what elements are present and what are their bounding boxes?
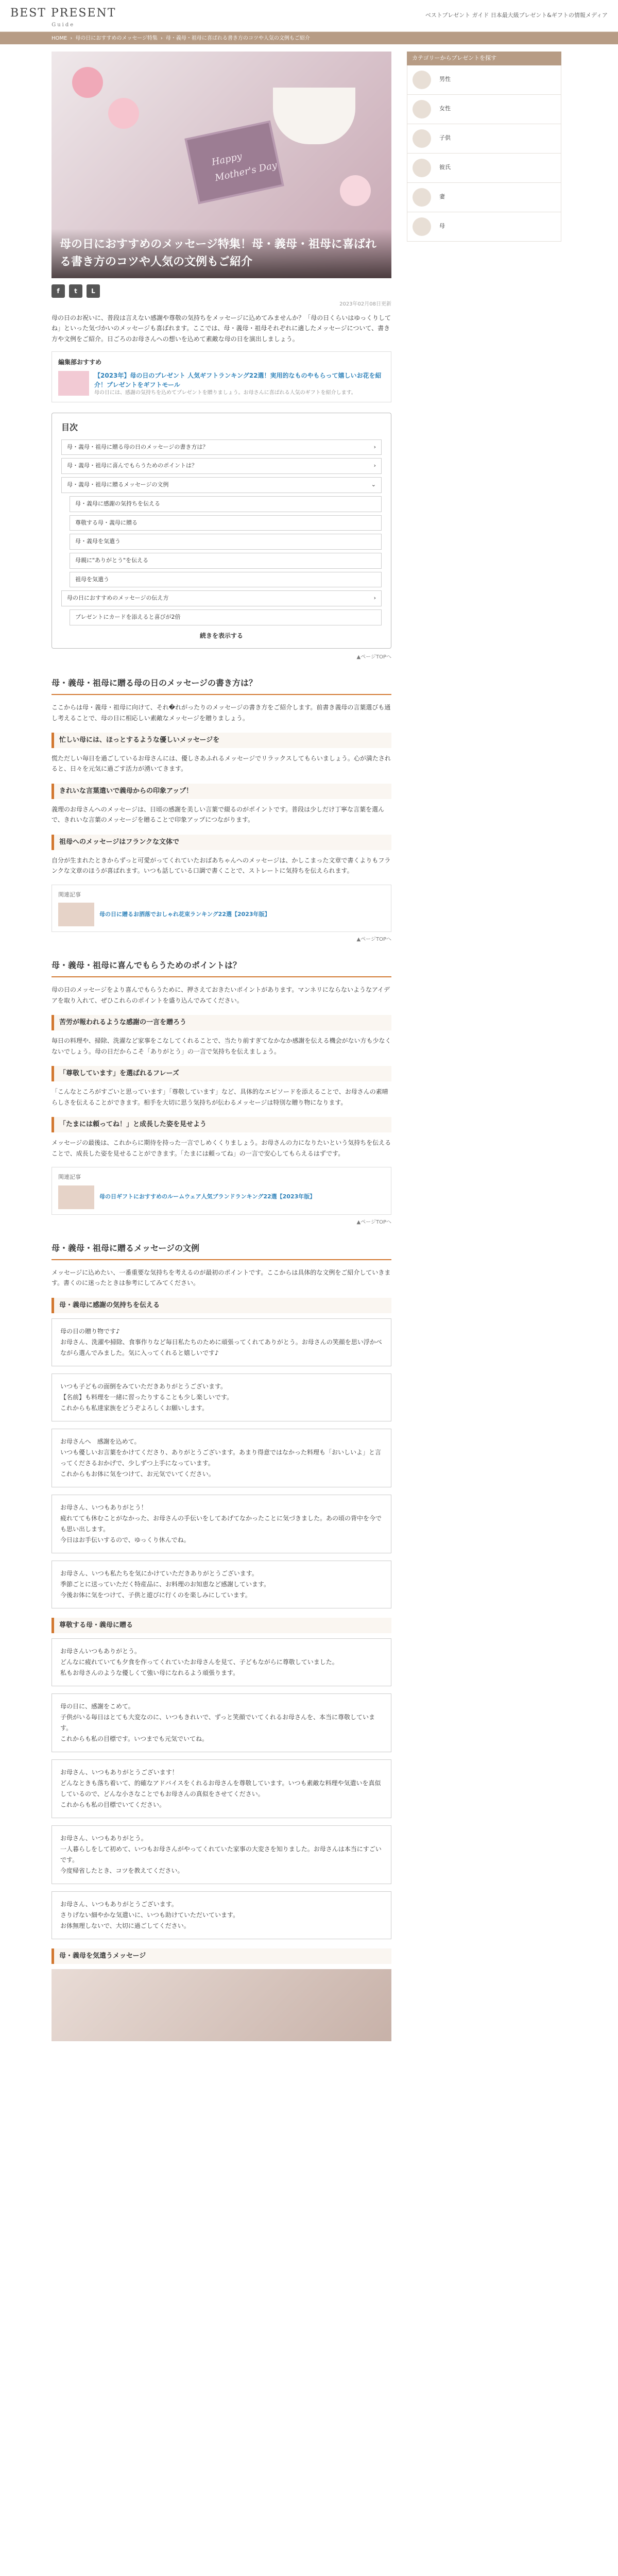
related-article	[52, 1167, 391, 1215]
message-line: 母の日に、感謝をこめて。	[60, 1702, 134, 1710]
section-heading: 母・義母・祖母に贈る母の日のメッセージの書き方は？	[52, 673, 391, 695]
related-article	[52, 885, 391, 933]
sidebar-item-label: 子供	[439, 134, 451, 142]
message-line: お母さん、いつもありがとうございます！	[60, 1768, 178, 1776]
toc-more-button[interactable]: 続きを表示する	[199, 632, 243, 639]
sidebar-item-label: 妻	[439, 193, 445, 200]
breadcrumb-current: 母・義母・祖母に喜ばれる書き方のコツや人気の文例もご紹介	[165, 35, 310, 41]
toc-subitem[interactable]	[70, 515, 382, 531]
facebook-icon[interactable]: f	[52, 284, 65, 298]
message-example	[52, 1495, 391, 1553]
related-label: 関連記事	[58, 891, 81, 898]
subsection-heading: 母・義母を気遣うメッセージ	[52, 1948, 391, 1964]
sidebar-item-wife[interactable]	[407, 183, 561, 212]
message-line: 今後お体に気をつけて、子供と遊びに行くのを楽しみにしています。	[60, 1591, 251, 1599]
subsection-heading: 「尊敬しています」を選ばれるフレーズ	[52, 1066, 391, 1081]
section-lead: ここからは母・義母・祖母に向けて、それ�れがったりのメッセージの書き方をご紹介します。前書き義母の言葉選びも通し考えることで、母の日に相応しい素敵なメッセージを贈りましょう。	[52, 704, 391, 722]
message-list	[52, 1318, 391, 1608]
paragraph: メッセージの最後は、これからに期待を持った一言でしめくくりましょう。お母さんの力になりたいという気持ちを伝えることで、成長した姿を見せることができます。「たまには頼ってね」の一言で安心してもらえるはずです。	[52, 1139, 391, 1157]
message-line: さりげない細やかな気遣いに、いつも助けていただいています。	[60, 1911, 239, 1919]
message-line: いつも優しいお言葉をかけてくださり、ありがとうございます。あまり得意ではなかった料理も「おいしいよ」と言ってくださるおかげで、少しずつ上手になっています。	[60, 1448, 382, 1467]
site-tagline: ベストプレゼント ガイド 日本最大級プレゼント&ギフトの情報メディア	[425, 12, 608, 19]
toc-subitem[interactable]	[70, 572, 382, 588]
message-example	[52, 1429, 391, 1487]
card-text: Happy Mother's Day	[210, 150, 278, 183]
toc-item[interactable]	[61, 477, 382, 493]
message-line: これからもお体に気をつけて、お元気でいてください。	[60, 1470, 215, 1478]
chevron-down-icon: ⌄	[371, 481, 376, 488]
toc-item[interactable]	[61, 590, 382, 606]
message-line: これからも私達家族をどうぞよろしくお願いします。	[60, 1404, 209, 1412]
chevron-right-icon: ›	[373, 595, 376, 602]
subsection-heading: 尊敬する母・義母に贈る	[52, 1618, 391, 1633]
recommend-title[interactable]: 【2023年】母の日のプレゼント 人気ギフトランキング22選！実用的なものやもらって嬉しいお花を紹介！プレゼントをギフトモール	[94, 371, 382, 388]
main-content	[52, 52, 391, 2041]
toc-item-label: 母・義母に感謝の気持ちを伝える	[75, 500, 160, 507]
paragraph: 毎日の料理や、掃除、洗濯など家事をこなしてくれることで、当たり前すぎてなかなか感謝を伝える機会がない方も少なくないでしょう。母の日だからこそ「ありがとう」の一言で気持ちを伝えましょう。	[52, 1037, 391, 1055]
section-heading: 母・義母・祖母に喜んでもらうためのポイントは？	[52, 955, 391, 977]
message-example	[52, 1825, 391, 1884]
toc-subitem[interactable]	[70, 609, 382, 625]
toc-item[interactable]	[61, 458, 382, 474]
sidebar-item-men[interactable]	[407, 65, 561, 95]
toc-title: 目次	[61, 422, 78, 432]
logo-main: BEST PRESENT	[10, 6, 116, 20]
message-line: お母さんいつもありがとう。	[60, 1647, 141, 1655]
section-lead: 母の日のメッセージをより喜んでもらうために、押さえておきたいポイントがあります。マンネリにならないようなアイデアを取り入れて、ぜひこれらのポイントを盛り込んでみてください。	[52, 986, 390, 1004]
breadcrumb-home[interactable]: HOME	[52, 35, 67, 41]
message-list	[52, 1638, 391, 1939]
sidebar-item-label: 母	[439, 223, 445, 230]
breadcrumb	[0, 32, 618, 44]
toc-item-label: 母・義母・祖母に喜んでもらうためのポイントは？	[67, 462, 197, 469]
toc-item-label: 母・義母・祖母に贈る母の日のメッセージの書き方は？	[67, 443, 209, 450]
message-line: 【名前】も料理を一緒に習ったりすることも少し楽しいです。	[60, 1393, 233, 1401]
message-example	[52, 1561, 391, 1608]
message-line: お母さん、いつも私たちを気にかけていただきありがとうございます。	[60, 1569, 258, 1577]
social-share	[52, 284, 391, 298]
message-example	[52, 1374, 391, 1421]
sidebar-item-label: 男性	[439, 76, 451, 83]
page-top-link[interactable]: ▲ページTOPへ	[356, 1219, 391, 1225]
message-line: お体無理しないで、大切に過ごしてください。	[60, 1922, 190, 1929]
sidebar	[407, 52, 561, 2041]
sidebar-item-label: 女性	[439, 105, 451, 112]
paragraph: 慌ただしい毎日を過ごしているお母さんには、優しさあふれるメッセージでリラックスしてもらいましょう。心が満たされると、日々を元気に過ごす活力が湧いてきます。	[52, 755, 391, 773]
related-thumbnail[interactable]	[58, 1185, 94, 1209]
message-example	[52, 1891, 391, 1939]
toc-subitem[interactable]	[70, 534, 382, 550]
category-thumbnail	[413, 129, 431, 148]
hero-title-overlay	[52, 229, 391, 278]
recommend-thumbnail	[58, 371, 89, 396]
line-icon[interactable]: L	[87, 284, 100, 298]
category-thumbnail	[413, 188, 431, 207]
editor-recommend	[52, 351, 391, 402]
chevron-right-icon: ›	[373, 462, 376, 469]
site-logo[interactable]	[10, 4, 116, 28]
message-line: お母さん、いつもありがとうございます。	[60, 1900, 178, 1908]
mothers-day-card	[184, 121, 284, 205]
toc-item-label: プレゼントにカードを添えると喜びが2倍	[75, 613, 181, 620]
chevron-right-icon: ›	[373, 443, 376, 450]
recommend-label: 編集部おすすめ	[58, 359, 102, 366]
page-top-link[interactable]: ▲ページTOPへ	[356, 937, 391, 943]
message-line: 子供がいる毎日はとても大変なのに、いつもきれいで、ずっと笑顔でいてくれるお母さんを、本当に尊敬しています。	[60, 1713, 375, 1732]
message-line: お母さん、いつもありがとう！	[60, 1503, 147, 1511]
subsection-heading: 忙しい母には、ほっとするような優しいメッセージを	[52, 733, 391, 748]
message-example	[52, 1318, 391, 1366]
sidebar-item-women[interactable]	[407, 95, 561, 124]
message-example	[52, 1638, 391, 1686]
related-link[interactable]: 母の日に贈るお洒落でおしゃれ花束ランキング22選【2023年版】	[99, 910, 270, 918]
message-line: 私もお母さんのような優しくて強い母になれるよう頑張ります。	[60, 1669, 239, 1676]
subsection-heading: 母・義母に感謝の気持ちを伝える	[52, 1298, 391, 1313]
toc-item-label: 尊敬する母・義母に贈る	[75, 519, 138, 526]
category-thumbnail	[413, 100, 431, 118]
related-label: 関連記事	[58, 1173, 81, 1180]
paragraph: 「こんなところがすごいと思っています」「尊敬しています」など、具体的なエピソードを添えることで、お母さんの素晴らしさを伝えることができます。相手を大切に思う気持ちが伝わるメッセージは特別な贈り物になります。	[52, 1088, 388, 1106]
sidebar-item-boyfriend[interactable]	[407, 154, 561, 183]
message-example	[52, 1759, 391, 1818]
twitter-icon[interactable]: t	[69, 284, 82, 298]
toc-item[interactable]	[61, 439, 382, 455]
flower-shape	[72, 67, 103, 98]
section-photo	[52, 1969, 391, 2041]
intro-text: 母の日のお祝いに、普段は言えない感謝や尊敬の気持ちをメッセージに込めてみませんか？「母の日くらいはゆっくりしてね」といった気づかいのメッセージも喜ばれます。ここでは、母・義母・祖母それぞれに適したメッセージについて、書き方や文例をご紹介。日ごろのお母さんへの想いを込めて素敵な母の日を演出しましょう。	[52, 314, 391, 343]
toc-item-label: 母の日におすすめのメッセージの伝え方	[67, 595, 169, 602]
breadcrumb-sep: ›	[70, 35, 73, 41]
category-thumbnail	[413, 159, 431, 177]
message-line: どんなときも落ち着いて、的確なアドバイスをくれるお母さんを尊敬しています。いつも素敵な料理や気遣いを真似しているので、どんな小さなことでもお母さんの真似をさせてください。	[60, 1779, 381, 1798]
sidebar-title: カテゴリーからプレゼントを探す	[407, 52, 561, 65]
table-of-contents	[52, 413, 391, 649]
toc-item-label: 母親に"ありがとう"を伝える	[75, 556, 149, 564]
message-line: お母さんへ 感謝を込めて。	[60, 1437, 141, 1445]
message-line: 今度帰省したとき、コツを教えてください。	[60, 1867, 184, 1874]
message-line: お母さん、洗濯や掃除、食事作りなど毎日私たちのために頑張ってくれてありがとう。お母さんの笑顔を思い浮かべながら選んでみました。気に入ってくれると嬉しいです♪	[60, 1338, 382, 1357]
page-top-link[interactable]: ▲ページTOPへ	[356, 654, 391, 660]
breadcrumb-item[interactable]: 母の日におすすめのメッセージ特集	[75, 35, 158, 41]
message-line: 一人暮らしをして初めて、いつもお母さんがやってくれていた家事の大変さを知りました。お母さんは本当にすごいです。	[60, 1845, 382, 1863]
message-line: これからも私の目標でいてください。	[60, 1801, 166, 1808]
updated-date: 2023年02月08日更新	[339, 301, 391, 307]
toc-item-label: 祖母を気遣う	[75, 575, 109, 583]
message-line: 疲れてても休むことがなかった、お母さんの手伝いをしてあげてなかったことに気づきました。あの頃の背中を今でも思い出します。	[60, 1514, 382, 1533]
message-line: お母さん、いつもありがとう。	[60, 1834, 147, 1842]
site-header	[0, 0, 618, 32]
flower-shape	[108, 98, 139, 129]
category-thumbnail	[413, 71, 431, 89]
flower-shape	[340, 175, 371, 206]
paragraph: 自分が生まれたときからずっと可愛がってくれていたおばあちゃんへのメッセージは、かしこまった文章で書くよりもフランクな文章のほうが喜ばれます。いつも話している口調で書くことで、ストレートに気持ちを伝えられます。	[52, 856, 391, 875]
teacup-shape	[273, 88, 355, 144]
section-lead: メッセージに込めたい、一番重要な気持ちを考えるのが最初のポイントです。ここからは具体的な文例をご紹介していきます。書くのに迷ったときは参考にしてみてください。	[52, 1268, 391, 1287]
section-heading: 母・義母・祖母に贈るメッセージの文例	[52, 1238, 391, 1260]
paragraph: 義理のお母さんへのメッセージは、日頃の感謝を美しい言葉で綴るのがポイントです。普段は少しだけ丁寧な言葉を選んで、きれいな言葉のメッセージを贈ることで印象アップにつながります。	[52, 805, 385, 824]
logo-sub: Guide	[52, 22, 75, 28]
subsection-heading: 「たまには頼ってね！」と成長した姿を見せよう	[52, 1117, 391, 1132]
recommend-card[interactable]	[58, 371, 385, 397]
message-example	[52, 1693, 391, 1752]
breadcrumb-sep: ›	[160, 35, 163, 41]
related-link[interactable]: 母の日ギフトにおすすめのルームウェア人気ブランドランキング22選【2023年版】	[99, 1193, 316, 1200]
toc-subitem[interactable]	[70, 553, 382, 569]
sidebar-item-kids[interactable]	[407, 124, 561, 154]
message-line: 季節ごとに送っていただく特産品に、お料理のお知恵など感謝しています。	[60, 1580, 270, 1588]
subsection-heading: 祖母へのメッセージはフランクな文体で	[52, 835, 391, 850]
message-line: どんなに疲れていても夕食を作ってくれていたお母さんを見て、子どもながらに尊敬していました。	[60, 1658, 338, 1666]
subsection-heading: 苦労が報われるような感謝の一言を贈ろう	[52, 1015, 391, 1030]
page-title: 母の日におすすめのメッセージ特集！母・義母・祖母に喜ばれる書き方のコツや人気の文例もご紹介	[60, 238, 376, 268]
sidebar-item-label: 彼氏	[439, 164, 451, 171]
toc-item-label: 母・義母を気遣う	[75, 538, 121, 545]
message-line: 今日はお手伝いするので、ゆっくり休んでね。	[60, 1536, 190, 1544]
toc-subitem[interactable]	[70, 496, 382, 512]
message-line: 母の日の贈り物です♪	[60, 1327, 120, 1335]
related-thumbnail[interactable]	[58, 903, 94, 926]
category-thumbnail	[413, 217, 431, 236]
recommend-desc: 母の日には、感謝の気持ちを込めてプレゼントを贈りましょう。お母さんに喜ばれる人気のギフトを紹介します。	[94, 389, 356, 396]
message-line: いつも子どもの面倒をみていただきありがとうございます。	[60, 1382, 227, 1390]
subsection-heading: きれいな言葉遣いで義母からの印象アップ！	[52, 784, 391, 799]
sidebar-item-mother[interactable]	[407, 212, 561, 242]
hero-image	[52, 52, 391, 278]
message-line: これからも私の目標です。いつまでも元気でいてね。	[60, 1735, 209, 1742]
toc-item-label: 母・義母・祖母に贈るメッセージの文例	[67, 481, 169, 488]
